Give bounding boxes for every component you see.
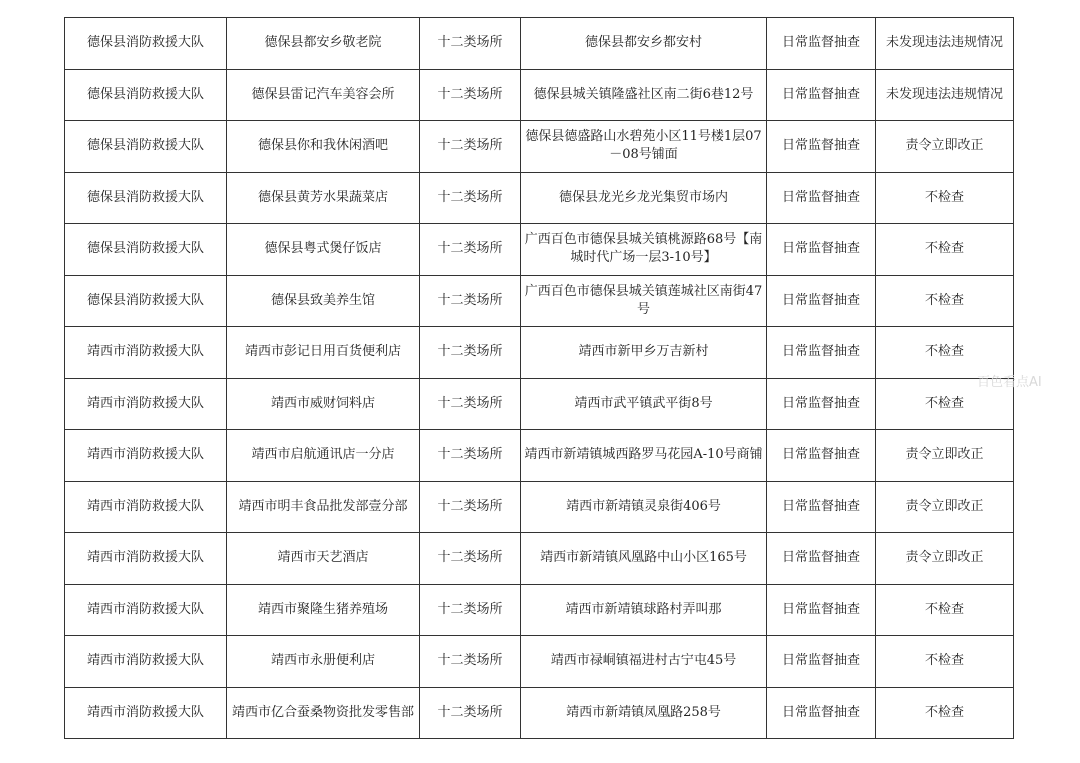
check-type-cell: 日常监督抽查 [767,275,876,327]
unit-cell: 德保县消防救援大队 [65,224,227,276]
address-cell: 德保县德盛路山水碧苑小区11号楼1层07－08号铺面 [521,121,767,173]
address-cell: 靖西市武平镇武平街8号 [521,378,767,430]
address-cell: 靖西市禄峒镇福进村古宁屯45号 [521,636,767,688]
unit-cell: 靖西市消防救援大队 [65,687,227,739]
check-type-cell: 日常监督抽查 [767,430,876,482]
venue-name-cell: 靖西市亿合蚕桑物资批发零售部 [227,687,420,739]
check-type-cell: 日常监督抽查 [767,378,876,430]
check-type-cell: 日常监督抽查 [767,172,876,224]
category-cell: 十二类场所 [420,327,521,379]
venue-name-cell: 德保县都安乡敬老院 [227,18,420,70]
unit-cell: 德保县消防救援大队 [65,172,227,224]
category-cell: 十二类场所 [420,378,521,430]
category-cell: 十二类场所 [420,172,521,224]
category-cell: 十二类场所 [420,481,521,533]
table-row [65,121,1014,173]
address-cell: 靖西市新靖镇灵泉街406号 [521,481,767,533]
check-type-cell: 日常监督抽查 [767,533,876,585]
result-cell: 责令立即改正 [876,430,1014,482]
result-cell: 未发现违法违规情况 [876,69,1014,121]
check-type-cell: 日常监督抽查 [767,584,876,636]
category-cell: 十二类场所 [420,18,521,70]
result-cell: 不检查 [876,584,1014,636]
check-type-cell: 日常监督抽查 [767,481,876,533]
venue-name-cell: 德保县粤式煲仔饭店 [227,224,420,276]
unit-cell: 德保县消防救援大队 [65,121,227,173]
unit-cell: 靖西市消防救援大队 [65,636,227,688]
result-cell: 不检查 [876,378,1014,430]
table-row [65,172,1014,224]
category-cell: 十二类场所 [420,636,521,688]
category-cell: 十二类场所 [420,687,521,739]
check-type-cell: 日常监督抽查 [767,69,876,121]
table-row [65,378,1014,430]
address-cell: 靖西市新靖镇风凰路中山小区165号 [521,533,767,585]
result-cell: 责令立即改正 [876,481,1014,533]
category-cell: 十二类场所 [420,533,521,585]
table-row [65,224,1014,276]
venue-name-cell: 靖西市天艺酒店 [227,533,420,585]
venue-name-cell: 靖西市彭记日用百货便利店 [227,327,420,379]
unit-cell: 德保县消防救援大队 [65,69,227,121]
table-row [65,18,1014,70]
unit-cell: 靖西市消防救援大队 [65,430,227,482]
category-cell: 十二类场所 [420,69,521,121]
address-cell: 德保县都安乡都安村 [521,18,767,70]
result-cell: 不检查 [876,275,1014,327]
venue-name-cell: 德保县黄芳水果蔬菜店 [227,172,420,224]
unit-cell: 靖西市消防救援大队 [65,533,227,585]
address-cell: 靖西市新靖镇凤凰路258号 [521,687,767,739]
watermark: 百色看点AI [977,375,1042,390]
table-row [65,327,1014,379]
table-row [65,636,1014,688]
venue-name-cell: 靖西市启航通讯店一分店 [227,430,420,482]
result-cell: 不检查 [876,172,1014,224]
table-row [65,430,1014,482]
venue-name-cell: 德保县你和我休闲酒吧 [227,121,420,173]
venue-name-cell: 德保县雷记汽车美容会所 [227,69,420,121]
table-row [65,533,1014,585]
address-cell: 德保县城关镇隆盛社区南二街6巷12号 [521,69,767,121]
result-cell: 不检查 [876,636,1014,688]
address-cell: 靖西市新靖镇球路村弄叫那 [521,584,767,636]
result-cell: 不检查 [876,224,1014,276]
venue-name-cell: 靖西市明丰食品批发部壹分部 [227,481,420,533]
venue-name-cell: 靖西市威财饲料店 [227,378,420,430]
inspection-table [64,17,1014,739]
category-cell: 十二类场所 [420,584,521,636]
check-type-cell: 日常监督抽查 [767,18,876,70]
address-cell: 广西百色市德保县城关镇桃源路68号【南城时代广场一层3-10号】 [521,224,767,276]
check-type-cell: 日常监督抽查 [767,327,876,379]
check-type-cell: 日常监督抽查 [767,224,876,276]
venue-name-cell: 靖西市永册便利店 [227,636,420,688]
result-cell: 不检查 [876,327,1014,379]
category-cell: 十二类场所 [420,224,521,276]
unit-cell: 靖西市消防救援大队 [65,327,227,379]
table-row [65,687,1014,739]
category-cell: 十二类场所 [420,430,521,482]
result-cell: 未发现违法违规情况 [876,18,1014,70]
venue-name-cell: 靖西市聚隆生猪养殖场 [227,584,420,636]
address-cell: 靖西市新甲乡万吉新村 [521,327,767,379]
unit-cell: 德保县消防救援大队 [65,275,227,327]
check-type-cell: 日常监督抽查 [767,636,876,688]
table-row [65,584,1014,636]
address-cell: 广西百色市德保县城关镇莲城社区南街47号 [521,275,767,327]
venue-name-cell: 德保县致美养生馆 [227,275,420,327]
address-cell: 靖西市新靖镇城西路罗马花园A-10号商铺 [521,430,767,482]
result-cell: 责令立即改正 [876,533,1014,585]
category-cell: 十二类场所 [420,275,521,327]
result-cell: 责令立即改正 [876,121,1014,173]
unit-cell: 靖西市消防救援大队 [65,584,227,636]
table-row [65,481,1014,533]
category-cell: 十二类场所 [420,121,521,173]
table-row [65,275,1014,327]
address-cell: 德保县龙光乡龙光集贸市场内 [521,172,767,224]
table-row [65,69,1014,121]
unit-cell: 靖西市消防救援大队 [65,378,227,430]
unit-cell: 靖西市消防救援大队 [65,481,227,533]
check-type-cell: 日常监督抽查 [767,121,876,173]
unit-cell: 德保县消防救援大队 [65,18,227,70]
result-cell: 不检查 [876,687,1014,739]
document-page [64,17,1014,739]
check-type-cell: 日常监督抽查 [767,687,876,739]
